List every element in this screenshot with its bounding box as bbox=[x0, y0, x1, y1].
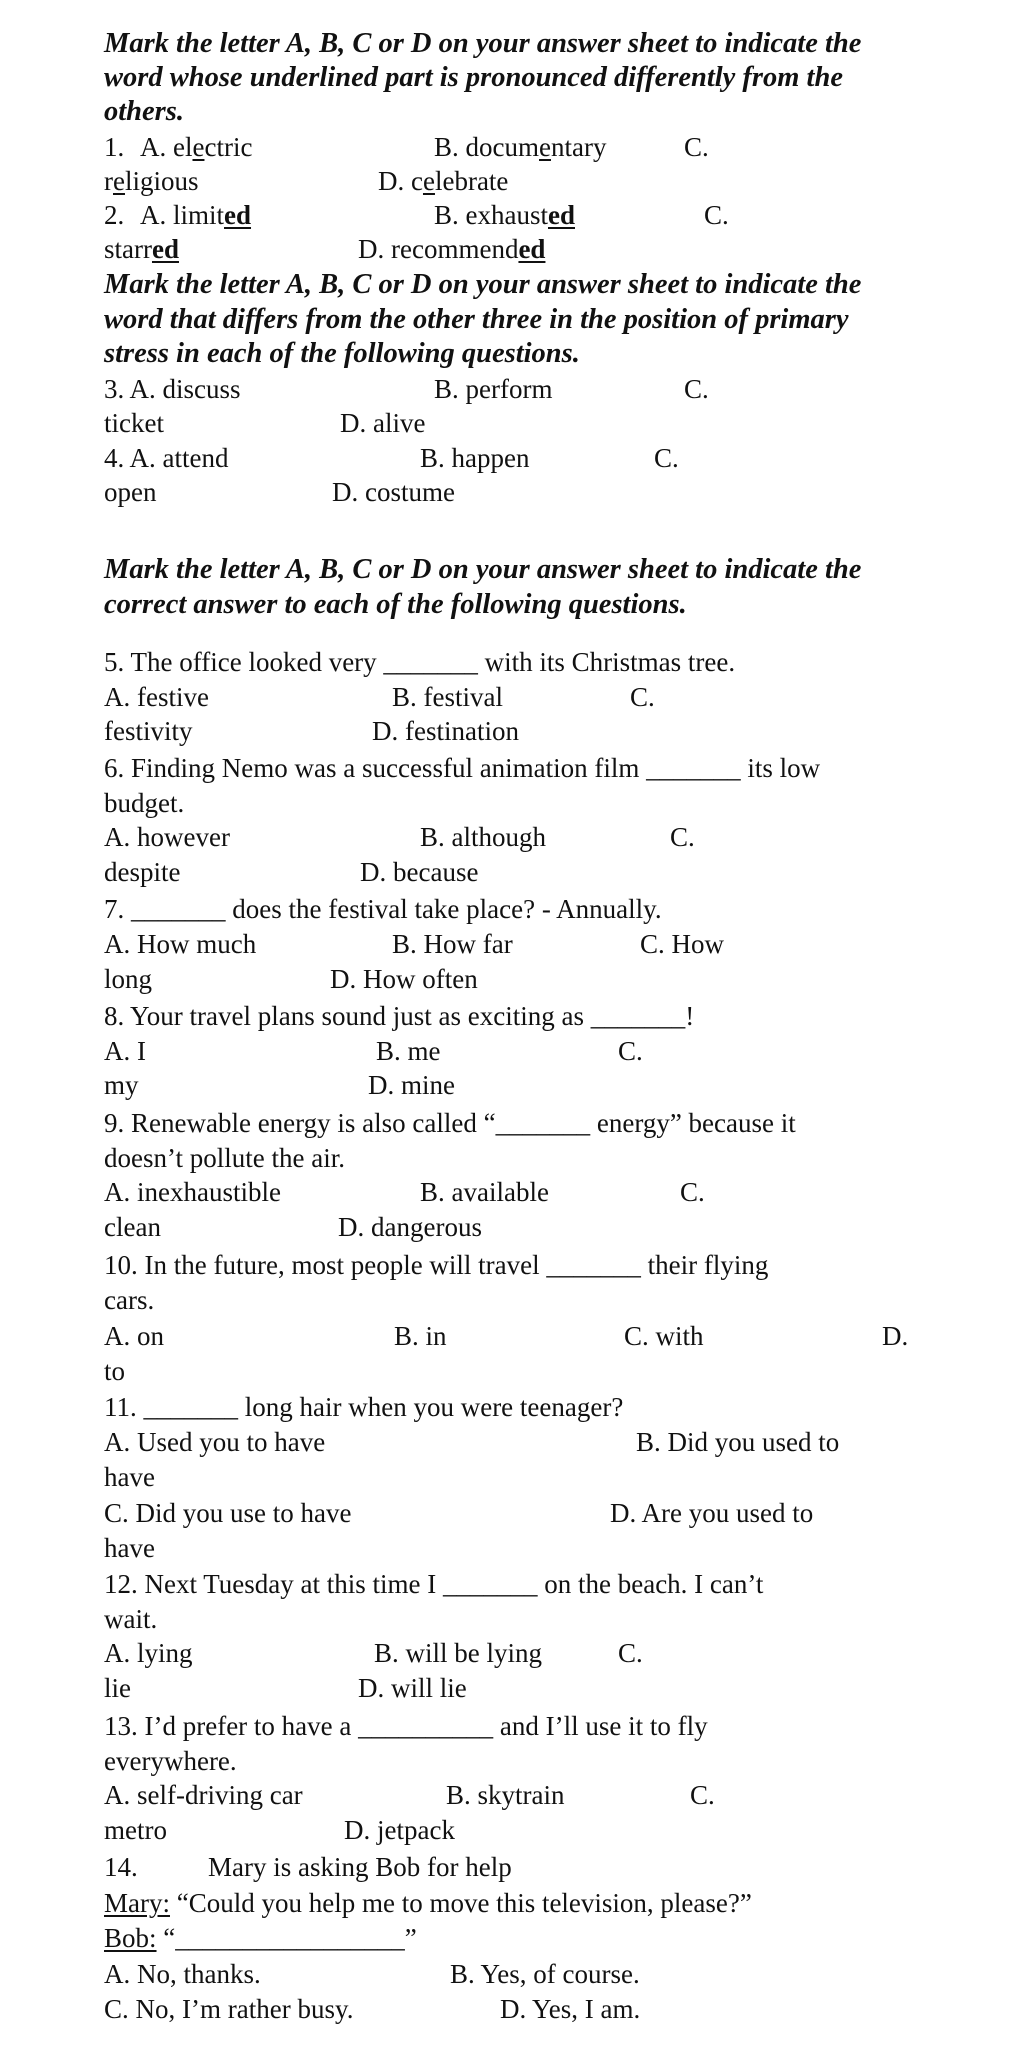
text-span: ligious bbox=[124, 166, 199, 196]
underlined-part: ed bbox=[548, 200, 575, 230]
text-span: C. bbox=[690, 1780, 715, 1810]
option-c-text bbox=[104, 855, 180, 889]
text-span: A. limit bbox=[140, 200, 225, 230]
text-span: open bbox=[104, 477, 157, 507]
option-c-text bbox=[104, 1068, 139, 1102]
option-c-text bbox=[104, 475, 156, 509]
text-span: C. bbox=[630, 681, 655, 712]
text-span: B. will be lying bbox=[374, 1638, 542, 1668]
option-c-letter bbox=[654, 441, 679, 475]
option-d-text bbox=[104, 1531, 155, 1565]
underlined-part: e bbox=[422, 166, 435, 196]
question-stem-text bbox=[104, 786, 184, 820]
option-c bbox=[104, 1992, 353, 2026]
text-span: despite bbox=[104, 856, 181, 887]
text-span: 6. Finding Nemo was a successful animation film _______ its low bbox=[104, 753, 821, 783]
instruction-text bbox=[104, 94, 184, 129]
text-span: 4. A. attend bbox=[104, 443, 229, 473]
option-a bbox=[104, 1957, 261, 1991]
question-stem-text bbox=[104, 1709, 708, 1743]
instruction-text bbox=[104, 26, 861, 61]
text-span: C. bbox=[704, 200, 729, 230]
underlined-part: correct answer to each of the following questions. bbox=[104, 589, 687, 620]
question-stem-text bbox=[104, 751, 820, 785]
text-span: 8. Your travel plans sound just as exciting as _______! bbox=[104, 1001, 695, 1031]
question-stem-text bbox=[104, 1248, 768, 1282]
text-span: r bbox=[104, 166, 113, 196]
question-stem-text bbox=[104, 1390, 623, 1424]
question-stem-text bbox=[104, 892, 662, 926]
text-span: D. dangerous bbox=[338, 1211, 482, 1242]
text-span: 14. bbox=[104, 1852, 138, 1882]
underlined-part: word that differs from the other three in the position of primary bbox=[104, 304, 849, 335]
option-a bbox=[104, 1636, 193, 1670]
text-span: “Could you help me to move this television, please?” bbox=[169, 1888, 752, 1918]
text-span: 10. In the future, most people will travel _______ their flying bbox=[104, 1250, 769, 1280]
text-span: 2. bbox=[104, 200, 131, 230]
option-c-text bbox=[104, 1210, 161, 1244]
text-span: C. with bbox=[624, 1321, 704, 1351]
text-span: B. Did you used to bbox=[636, 1427, 840, 1457]
text-span: D. alive bbox=[340, 408, 426, 438]
question-stem-text bbox=[104, 999, 694, 1033]
text-span: B. perform bbox=[434, 374, 553, 404]
option-d bbox=[368, 1068, 455, 1102]
option-c-text bbox=[104, 1671, 131, 1705]
text-span: 5. The office looked very _______ with its Christmas tree. bbox=[104, 647, 736, 677]
option-c-letter bbox=[684, 130, 709, 164]
text-span: C. bbox=[618, 1035, 643, 1066]
text-span: clean bbox=[104, 1211, 161, 1242]
option-c-letter bbox=[618, 1034, 643, 1068]
option-b bbox=[392, 680, 503, 714]
option-d-text bbox=[104, 1354, 125, 1388]
option-b bbox=[374, 1636, 542, 1670]
option-b bbox=[420, 820, 546, 854]
question-stem-text bbox=[104, 1141, 345, 1175]
underlined-part: e bbox=[192, 132, 205, 162]
option-a bbox=[104, 1175, 281, 1209]
option-d-letter bbox=[882, 1319, 908, 1353]
text-span: lie bbox=[104, 1672, 131, 1703]
text-span: C. How bbox=[640, 929, 725, 959]
option-a bbox=[104, 1425, 325, 1459]
option-c-letter bbox=[680, 1175, 705, 1209]
text-span: D. c bbox=[378, 166, 423, 196]
underlined-part: stress in each of the following questions. bbox=[104, 338, 580, 369]
option-a bbox=[104, 372, 241, 406]
text-span: A. I bbox=[104, 1035, 146, 1066]
option-c-text bbox=[104, 714, 193, 748]
question-stem-text bbox=[104, 645, 735, 679]
option-d bbox=[378, 164, 508, 198]
text-span: A. el bbox=[140, 132, 193, 162]
dialogue-text bbox=[104, 1921, 417, 1955]
option-d bbox=[358, 1671, 467, 1705]
text-span: C. bbox=[684, 374, 709, 404]
text-span: 13. I’d prefer to have a __________ and I’ll use it to fly bbox=[104, 1711, 708, 1741]
dialogue-text bbox=[104, 1886, 752, 1920]
underlined-part: Mark the letter A, B, C or D on your answer sheet to indicate the bbox=[104, 554, 862, 585]
text-span: A. self-driving car bbox=[104, 1780, 303, 1810]
text-span: B. me bbox=[376, 1035, 441, 1066]
option-d bbox=[358, 232, 545, 266]
text-span: 12. Next Tuesday at this time I _______ on the beach. I can’t bbox=[104, 1569, 764, 1599]
option-d bbox=[330, 962, 478, 996]
underlined-part: word whose underlined part is pronounced differently from the bbox=[104, 62, 843, 93]
text-span: A. however bbox=[104, 822, 230, 852]
option-a bbox=[104, 1319, 164, 1353]
text-span: C. No, I’m rather busy. bbox=[104, 1994, 354, 2024]
text-span: D. bbox=[882, 1321, 909, 1351]
underlined-part: e bbox=[113, 166, 125, 196]
text-span: C. bbox=[618, 1638, 643, 1668]
option-c bbox=[640, 927, 724, 961]
option-c-text bbox=[104, 406, 164, 440]
option-b bbox=[392, 927, 513, 961]
text-span: 9. Renewable energy is also called “_______ energy” because it bbox=[104, 1108, 796, 1138]
text-span: my bbox=[104, 1070, 139, 1100]
question-number bbox=[104, 1850, 138, 1884]
option-b bbox=[434, 198, 575, 232]
text-span: everywhere. bbox=[104, 1745, 237, 1776]
text-span: A. Used you to have bbox=[104, 1427, 326, 1457]
underlined-part: Mark the letter A, B, C or D on your answer sheet to indicate the bbox=[104, 269, 862, 300]
text-span: B. How far bbox=[392, 929, 513, 959]
text-span: B. available bbox=[420, 1177, 549, 1207]
text-span: D. Are you used to bbox=[610, 1498, 814, 1528]
instruction-text bbox=[104, 552, 861, 587]
question-stem-text bbox=[104, 1106, 796, 1140]
option-d bbox=[344, 1813, 455, 1847]
option-c-letter bbox=[690, 1778, 715, 1812]
text-span: D. How often bbox=[330, 964, 478, 994]
option-c bbox=[104, 1496, 351, 1530]
text-span: D. jetpack bbox=[344, 1814, 455, 1845]
text-span: Mary is asking Bob for help bbox=[208, 1852, 512, 1882]
text-span: metro bbox=[104, 1814, 167, 1845]
underlined-part: ed bbox=[151, 234, 179, 264]
text-span: wait. bbox=[104, 1603, 158, 1634]
text-span: 3. A. discuss bbox=[104, 374, 241, 404]
text-span: A. lying bbox=[104, 1638, 193, 1668]
text-span: 1. bbox=[104, 132, 131, 162]
text-span: D. recommend bbox=[358, 234, 519, 264]
option-b bbox=[376, 1034, 441, 1068]
option-b-text bbox=[104, 1460, 155, 1494]
option-d bbox=[340, 406, 425, 440]
text-span: starr bbox=[104, 234, 152, 264]
text-span: doesn’t pollute the air. bbox=[104, 1142, 345, 1173]
option-b bbox=[450, 1957, 640, 1991]
option-a bbox=[104, 927, 256, 961]
instruction-text bbox=[104, 302, 849, 337]
text-span: lebrate bbox=[434, 166, 509, 196]
text-span: festivity bbox=[104, 716, 193, 746]
text-span: D. will lie bbox=[358, 1672, 467, 1703]
question-stem-text bbox=[208, 1850, 512, 1884]
text-span: long bbox=[104, 964, 153, 994]
instruction-text bbox=[104, 587, 687, 622]
text-span: A. inexhaustible bbox=[104, 1177, 281, 1207]
option-d bbox=[500, 1992, 640, 2026]
text-span: B. skytrain bbox=[446, 1780, 565, 1810]
underlined-part: ed bbox=[224, 200, 252, 230]
text-span: ticket bbox=[104, 408, 164, 438]
text-span: C. bbox=[654, 443, 679, 473]
text-span: ctric bbox=[204, 132, 253, 162]
instruction-text bbox=[104, 336, 580, 371]
text-span: B. although bbox=[420, 822, 546, 852]
text-span: B. festival bbox=[392, 681, 503, 712]
text-span: C. bbox=[670, 822, 695, 852]
text-span: 7. _______ does the festival take place? - Annually. bbox=[104, 894, 662, 924]
option-c-letter bbox=[618, 1636, 643, 1670]
option-b bbox=[420, 441, 529, 475]
text-span: B. exhaust bbox=[434, 200, 548, 230]
text-span: A. festive bbox=[104, 681, 209, 712]
option-c-text bbox=[104, 232, 179, 266]
option-b bbox=[434, 372, 552, 406]
option-c bbox=[624, 1319, 704, 1353]
text-span: D. because bbox=[360, 856, 479, 887]
text-span: have bbox=[104, 1533, 155, 1563]
underlined-part: e bbox=[539, 132, 551, 162]
option-c-letter bbox=[684, 372, 709, 406]
text-span: have bbox=[104, 1462, 155, 1492]
option-a bbox=[140, 198, 251, 232]
underlined-part: ed bbox=[518, 234, 546, 264]
text-span: C. bbox=[684, 132, 709, 162]
option-c-text bbox=[104, 1813, 167, 1847]
option-a bbox=[104, 820, 230, 854]
underlined-part: Mary: bbox=[104, 1888, 170, 1918]
question-stem-text bbox=[104, 1602, 157, 1636]
instruction-text bbox=[104, 60, 843, 95]
text-span: “_________________” bbox=[156, 1923, 417, 1953]
option-d bbox=[360, 855, 478, 889]
option-b bbox=[434, 130, 606, 164]
option-a bbox=[104, 680, 209, 714]
option-a bbox=[104, 1778, 303, 1812]
question-number bbox=[104, 198, 131, 232]
option-d bbox=[372, 714, 519, 748]
text-span: D. mine bbox=[368, 1070, 455, 1100]
option-d bbox=[338, 1210, 482, 1244]
option-b bbox=[394, 1319, 447, 1353]
option-c-letter bbox=[670, 820, 695, 854]
option-b bbox=[636, 1425, 839, 1459]
option-a bbox=[140, 130, 252, 164]
text-span: C. bbox=[680, 1177, 705, 1207]
text-span: B. docum bbox=[434, 132, 539, 162]
text-span: ntary bbox=[550, 132, 607, 162]
text-span: to bbox=[104, 1356, 126, 1386]
text-span: A. How much bbox=[104, 929, 257, 959]
option-c-text bbox=[104, 164, 199, 198]
underlined-part: others. bbox=[104, 96, 184, 127]
underlined-part: Mark the letter A, B, C or D on your answer sheet to indicate the bbox=[104, 28, 862, 59]
option-c-text bbox=[104, 962, 152, 996]
text-span: A. on bbox=[104, 1321, 164, 1351]
text-span: B. in bbox=[394, 1321, 447, 1351]
option-c-letter bbox=[630, 680, 655, 714]
text-span: A. No, thanks. bbox=[104, 1959, 261, 1989]
option-b bbox=[446, 1778, 565, 1812]
text-span: C. Did you use to have bbox=[104, 1498, 352, 1528]
text-span: D. costume bbox=[332, 477, 455, 507]
text-span: D. Yes, I am. bbox=[500, 1994, 641, 2024]
text-span: budget. bbox=[104, 787, 185, 818]
underlined-part: Bob: bbox=[104, 1923, 157, 1953]
text-span: B. Yes, of course. bbox=[450, 1959, 640, 1989]
text-span: 11. _______ long hair when you were teenager? bbox=[104, 1392, 624, 1422]
option-d bbox=[332, 475, 455, 509]
option-c-letter bbox=[704, 198, 729, 232]
text-span: D. festination bbox=[372, 716, 519, 746]
question-number bbox=[104, 130, 131, 164]
text-span: B. happen bbox=[420, 443, 530, 473]
text-span: cars. bbox=[104, 1284, 155, 1315]
option-a bbox=[104, 1034, 146, 1068]
option-a bbox=[104, 441, 228, 475]
question-stem-text bbox=[104, 1744, 237, 1778]
option-b bbox=[420, 1175, 549, 1209]
question-stem-text bbox=[104, 1567, 763, 1601]
instruction-text bbox=[104, 267, 861, 302]
question-stem-text bbox=[104, 1283, 154, 1317]
option-d bbox=[610, 1496, 813, 1530]
